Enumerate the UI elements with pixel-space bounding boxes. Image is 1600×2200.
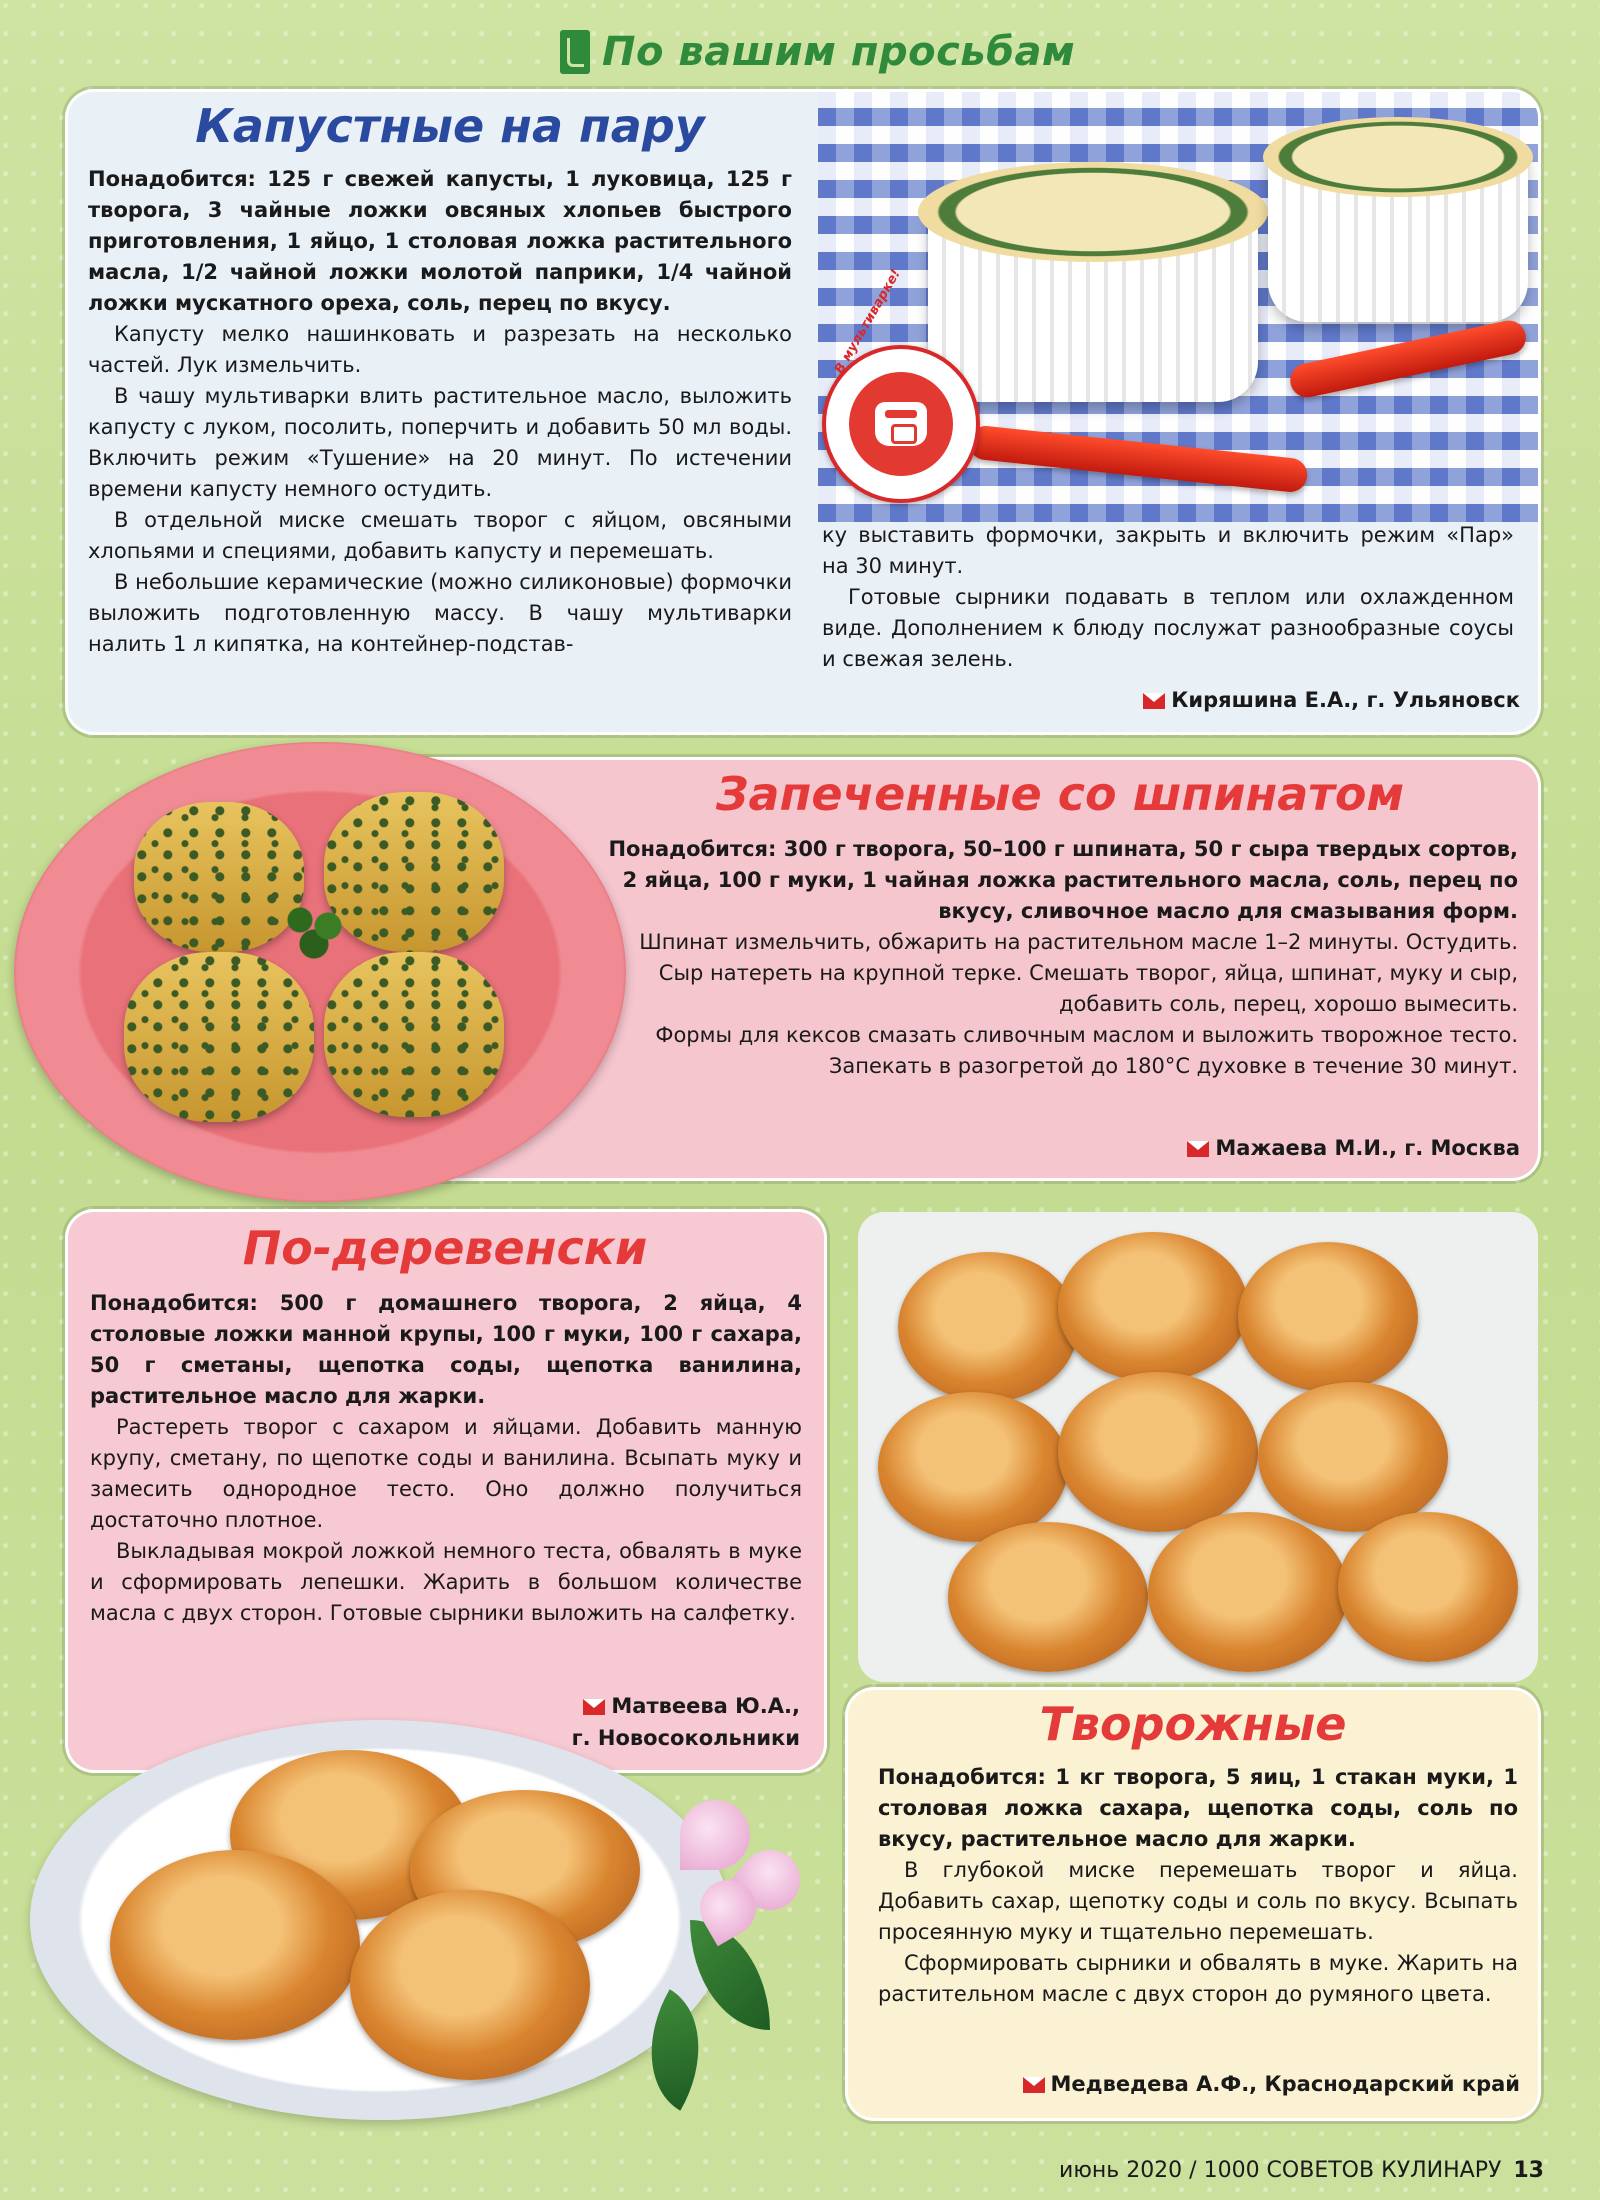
step-text: ку выставить формочки, закрыть и включить режим «Пар» на 30 минут. <box>822 523 1514 578</box>
fritter-image <box>350 1890 590 2080</box>
ingredients-text: Понадобится: 125 г свежей капусты, 1 луковица, 125 г творога, 3 чайные ложки овсяных хлопьев быстрого приготовления, 1 яйцо, 1 столовая ложка растительного масла, 1/2 чайной ложки молотой паприки, 1/4 чайной ложки мускатного ореха, соль, перец по вкусу. <box>88 167 792 315</box>
step-text: В чашу мультиварки влить растительное масло, выложить капусту с луком, посолить, поперчить и добавить 50 мл воды. Включить режим «Тушение» на 20 минут. По истечении времени капусту немного остудить. <box>88 384 792 501</box>
step-text: В глубокой миске перемешать творог и яйца. Добавить сахар, щепотку соды и соль по вкусу. Всыпать просеянную муку и тщательно перемешать. <box>878 1858 1518 1944</box>
parsley-image <box>279 902 349 962</box>
chili-pepper-image <box>1287 317 1529 400</box>
recipe-author-city: г. Новосокольники <box>571 1726 800 1750</box>
ramekin-filling-image <box>918 162 1268 262</box>
step-text: Выкладывая мокрой ложкой немного теста, обвалять в муке и сформировать лепешки. Жарить в большом количестве масла с двух сторон. Готовые сырники выложить на салфетку. <box>90 1539 802 1625</box>
envelope-icon <box>1143 693 1165 709</box>
section-header <box>560 22 1075 82</box>
recipe-body-cottage <box>878 1762 1518 2010</box>
recipe-author: Медведева А.Ф., Краснодарский край <box>1023 2072 1520 2096</box>
recipe-title-cottage: Творожные <box>1039 1697 1347 1751</box>
muffin-image <box>324 952 504 1117</box>
section-title: По вашим просьбам <box>602 29 1076 75</box>
step-text: Готовые сырники подавать в теплом или охлажденном виде. Дополнением к блюду послужат разнообразные соусы и свежая зелень. <box>822 585 1514 671</box>
muffin-image <box>324 792 504 952</box>
bookmark-icon <box>560 30 590 74</box>
ingredients-text: Понадобится: 300 г творога, 50–100 г шпината, 50 г сыра твердых сортов, 2 яйца, 100 г муки, 1 чайная ложка растительного масла, соль, перец по вкусу, сливочное масло для смазывания форм. <box>608 837 1518 923</box>
fritter-image <box>110 1850 360 2040</box>
envelope-icon <box>583 1699 605 1715</box>
step-text: В отдельной миске смешать творог с яйцом, овсяными хлопьями и специями, добавить капусту и перемешать. <box>88 508 792 563</box>
chili-pepper-image <box>967 424 1309 493</box>
recipe-author: Киряшина Е.А., г. Ульяновск <box>1143 688 1520 712</box>
fritter-image <box>878 1392 1068 1542</box>
multicooker-icon <box>875 402 927 446</box>
recipe-author: Мажаева М.И., г. Москва <box>1187 1136 1520 1160</box>
multicooker-badge <box>822 266 980 503</box>
photo-spinach-muffins <box>14 742 626 1202</box>
page-number: 13 <box>1513 2158 1544 2183</box>
recipe-author: Матвеева Ю.А., <box>583 1694 800 1718</box>
step-text: Сыр натереть на крупной терке. Смешать творог, яйца, шпинат, муку и сыр, добавить соль, перец, хорошо вымесить. <box>658 961 1518 1016</box>
orchid-flower-image <box>680 1800 750 1870</box>
recipe-body-cabbage-cont <box>822 520 1514 675</box>
ramekin-filling-image <box>1263 117 1533 197</box>
fritter-image <box>1058 1372 1258 1532</box>
step-text: Сформировать сырники и обвалять в муке. Жарить на растительном масле с двух сторон до румяного цвета. <box>878 1951 1518 2006</box>
fritter-image <box>1058 1232 1248 1382</box>
recipe-body-cabbage <box>88 164 792 660</box>
muffin-image <box>124 952 314 1122</box>
step-text: В небольшие керамические (можно силиконовые) формочки выложить подготовленную массу. В чашу мультиварки налить 1 л кипятка, на контейнер-подстав- <box>88 570 792 656</box>
page-footer <box>1059 2158 1544 2183</box>
envelope-icon <box>1187 1141 1209 1157</box>
ingredients-text: Понадобится: 500 г домашнего творога, 2 яйца, 4 столовые ложки манной крупы, 100 г муки, 100 г сахара, 50 г сметаны, щепотка соды, щепотка ванилина, растительное масло для жарки. <box>90 1291 802 1408</box>
recipe-title-cabbage: Капустные на пару <box>195 99 705 153</box>
fritter-image <box>898 1252 1078 1402</box>
fritter-image <box>1238 1242 1418 1392</box>
fritter-image <box>1148 1512 1348 1672</box>
fritter-image <box>1338 1512 1518 1662</box>
envelope-icon <box>1023 2077 1045 2093</box>
photo-village-fritters <box>30 1720 730 2120</box>
issue-info: июнь 2020 / 1000 СОВЕТОВ КУЛИНАРУ <box>1059 2158 1502 2183</box>
photo-fried-syrniki <box>858 1212 1538 1682</box>
step-text: Капусту мелко нашинковать и разрезать на несколько частей. Лук измельчить. <box>88 322 792 377</box>
step-text: Растереть творог с сахаром и яйцами. Добавить манную крупу, сметану, по щепотке соды и ванилина. Всыпать муку и замесить однородное тесто. Оно должно получиться достаточно плотное. <box>90 1415 802 1532</box>
step-text: Формы для кексов смазать сливочным маслом и выложить творожное тесто. Запекать в разогретой до 180°С духовке в течение 30 минут. <box>655 1023 1518 1078</box>
recipe-body-village <box>90 1288 802 1629</box>
step-text: Шпинат измельчить, обжарить на растительном масле 1–2 минуты. Остудить. <box>639 930 1518 954</box>
ingredients-text: Понадобится: 1 кг творога, 5 яиц, 1 стакан муки, 1 столовая ложка сахара, щепотка соды, соль по вкусу, растительное масло для жарки. <box>878 1765 1518 1851</box>
recipe-title-spinach: Запеченные со шпинатом <box>715 767 1405 821</box>
fritter-image <box>948 1522 1148 1672</box>
fritter-image <box>1258 1382 1448 1532</box>
recipe-title-village: По-деревенски <box>242 1221 648 1275</box>
recipe-body-spinach <box>598 834 1518 1082</box>
badge-label: В мультиварке! <box>832 266 904 377</box>
